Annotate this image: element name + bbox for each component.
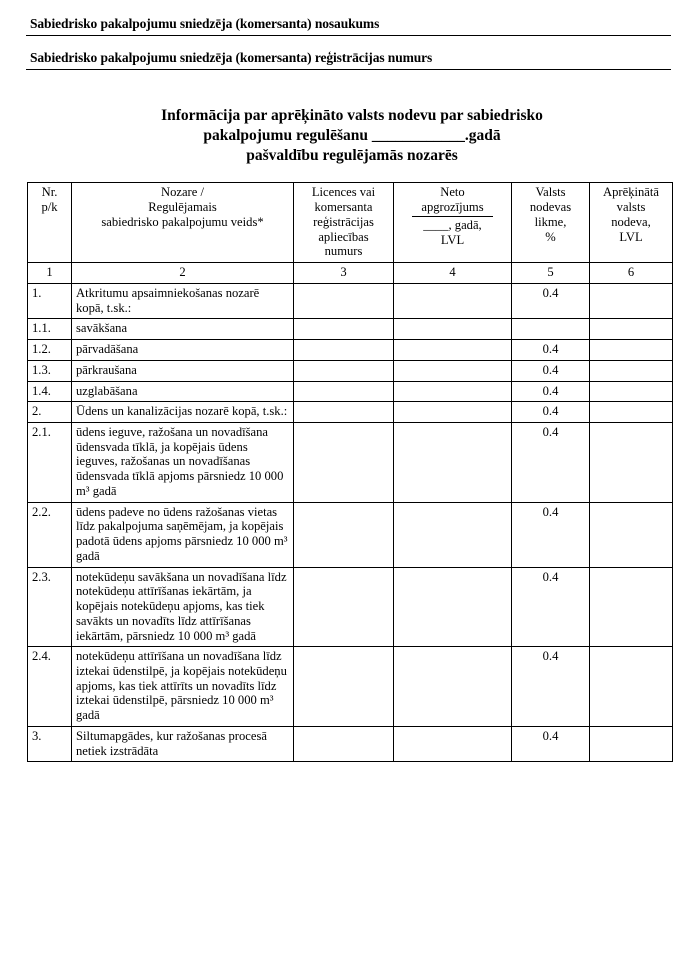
cell-nr: 1.3. (28, 360, 72, 381)
cell-licence (294, 283, 394, 318)
col-header-neto-l2: apgrozījums (421, 200, 484, 215)
cell-likme: 0.4 (512, 502, 590, 567)
cell-nr: 2.3. (28, 567, 72, 647)
cell-licence (294, 402, 394, 423)
cell-licence (294, 647, 394, 727)
col-header-neto-l1: Neto (440, 185, 465, 200)
table-row (28, 402, 673, 423)
cell-nodeva (590, 567, 673, 647)
header-line-reg-number: Sabiedrisko pakalpojumu sniedzēja (komersanta) reģistrācijas numurs (30, 50, 433, 65)
cell-likme: 0.4 (512, 567, 590, 647)
cell-nozare: ūdens padeve no ūdens ražošanas vietas līdz pakalpojuma saņēmējam, ja kopējais padotā ūdens apjoms pārsniedz 10 000 m³ gadā (72, 502, 294, 567)
col-header-licence-l2: komersanta (314, 200, 373, 215)
header-block-regnum (26, 50, 678, 70)
col-number-3: 3 (294, 263, 394, 284)
col-header-neto-l3: ____, gadā, (412, 216, 493, 233)
page-title-line-2: pakalpojumu regulēšanu ____________.gadā (203, 127, 501, 145)
table-header-row (28, 183, 673, 263)
cell-nr: 1.1. (28, 319, 72, 340)
table-row (28, 726, 673, 761)
cell-nodeva (590, 381, 673, 402)
table-column-number-row (28, 263, 673, 284)
cell-likme: 0.4 (512, 422, 590, 502)
col-header-nozare (72, 183, 294, 263)
col-header-likme-l1: Valsts (535, 185, 566, 200)
page-title-line-3: pašvaldību regulējamās nozarēs (246, 147, 458, 165)
header-line-company-name: Sabiedrisko pakalpojumu sniedzēja (komersanta) nosaukums (30, 16, 380, 31)
cell-nr: 2.4. (28, 647, 72, 727)
col-header-likme-l2: nodevas (529, 200, 572, 215)
cell-nr: 2. (28, 402, 72, 423)
col-header-nr (28, 183, 72, 263)
table-body (28, 283, 673, 762)
cell-nodeva (590, 647, 673, 727)
cell-nr: 1. (28, 283, 72, 318)
cell-nr: 1.4. (28, 381, 72, 402)
cell-nozare: ūdens ieguve, ražošana un novadīšana ūdensvada tīklā, ja kopējais ūdens ieguves, ražošanas un novadīšanas ūdensvada tīklā apjoms pārsniedz 10 000 m³ gadā (72, 422, 294, 502)
col-header-nodeva-l1: Aprēķinātā (603, 185, 659, 200)
table-row (28, 422, 673, 502)
cell-nodeva (590, 319, 673, 340)
col-header-nodeva (590, 183, 673, 263)
col-header-likme (512, 183, 590, 263)
cell-nodeva (590, 422, 673, 502)
cell-nodeva (590, 726, 673, 761)
col-header-likme-l3: likme, (534, 214, 567, 229)
cell-nodeva (590, 360, 673, 381)
cell-likme: 0.4 (512, 647, 590, 727)
cell-nozare: pārvadāšana (72, 340, 294, 361)
cell-nozare: Ūdens un kanalizācijas nozarē kopā, t.sk.: (72, 402, 294, 423)
table-row (28, 567, 673, 647)
col-number-1: 1 (28, 263, 72, 284)
table-row (28, 647, 673, 727)
cell-likme: 0.4 (512, 340, 590, 361)
cell-nozare: Siltumapgādes, kur ražošanas procesā netiek izstrādāta (72, 726, 294, 761)
cell-licence (294, 502, 394, 567)
cell-neto (394, 567, 512, 647)
cell-nodeva (590, 340, 673, 361)
col-header-licence (294, 183, 394, 263)
cell-likme (512, 319, 590, 340)
cell-nr: 3. (28, 726, 72, 761)
table-row (28, 360, 673, 381)
col-header-nodeva-l2: valsts (616, 200, 646, 215)
col-number-4: 4 (394, 263, 512, 284)
col-header-neto (394, 183, 512, 263)
col-header-nr-l1: Nr. (41, 185, 58, 200)
header-rule-2 (26, 69, 671, 70)
col-header-licence-l3: reģistrācijas (313, 214, 374, 229)
page-title (52, 106, 652, 166)
page-title-line-1: Informācija par aprēķināto valsts nodevu par sabiedrisko (161, 107, 543, 124)
fee-table (27, 182, 673, 762)
cell-licence (294, 726, 394, 761)
cell-neto (394, 319, 512, 340)
col-header-licence-l4: apliecības (318, 229, 369, 244)
cell-nozare: Atkritumu apsaimniekošanas nozarē kopā, t.sk.: (72, 283, 294, 318)
cell-neto (394, 381, 512, 402)
col-header-nodeva-l4: LVL (619, 229, 643, 244)
cell-nr: 2.2. (28, 502, 72, 567)
cell-nozare: pārkraušana (72, 360, 294, 381)
cell-nodeva (590, 502, 673, 567)
cell-licence (294, 360, 394, 381)
table-row (28, 502, 673, 567)
cell-nozare: notekūdeņu attīrīšana un novadīšana līdz iztekai ūdenstilpē, ja kopējais notekūdeņu apjoms, kas tiek attīrīts un novadīts līdz iztekai ūdenstilpē, pārsniedz 10 000 m³ gadā (72, 647, 294, 727)
cell-licence (294, 422, 394, 502)
cell-nozare: savākšana (72, 319, 294, 340)
header-block-name (26, 16, 678, 36)
cell-likme: 0.4 (512, 381, 590, 402)
cell-likme: 0.4 (512, 402, 590, 423)
cell-neto (394, 283, 512, 318)
cell-neto (394, 502, 512, 567)
col-header-nozare-l3: sabiedrisko pakalpojumu veids* (101, 214, 264, 229)
cell-likme: 0.4 (512, 360, 590, 381)
cell-likme: 0.4 (512, 726, 590, 761)
cell-neto (394, 340, 512, 361)
col-header-nozare-l2: Regulējamais (148, 200, 217, 215)
col-header-nodeva-l3: nodeva, (611, 214, 651, 229)
col-header-likme-l4: % (545, 229, 556, 244)
cell-nr: 1.2. (28, 340, 72, 361)
cell-licence (294, 381, 394, 402)
col-number-5: 5 (512, 263, 590, 284)
cell-nodeva (590, 283, 673, 318)
table-row (28, 319, 673, 340)
cell-neto (394, 422, 512, 502)
cell-licence (294, 340, 394, 361)
col-number-2: 2 (72, 263, 294, 284)
table-row (28, 340, 673, 361)
cell-nodeva (590, 402, 673, 423)
cell-nozare: notekūdeņu savākšana un novadīšana līdz notekūdeņu attīrīšanas iekārtām, ja kopējais notekūdeņu apjoms, kas tiek savākts un novadīts līdz attīrīšanas iekārtām, pārsniedz 10 000 m³ gadā (72, 567, 294, 647)
cell-licence (294, 567, 394, 647)
col-header-licence-l5: numurs (324, 244, 363, 259)
cell-neto (394, 647, 512, 727)
header-rule-1 (26, 35, 671, 36)
col-header-neto-l4: LVL (440, 232, 465, 247)
cell-neto (394, 402, 512, 423)
col-header-nozare-l1: Nozare / (160, 185, 204, 200)
col-header-nr-l2: p/k (41, 200, 58, 215)
table-row (28, 381, 673, 402)
cell-neto (394, 360, 512, 381)
cell-neto (394, 726, 512, 761)
cell-nr: 2.1. (28, 422, 72, 502)
col-number-6: 6 (590, 263, 673, 284)
table-row (28, 283, 673, 318)
col-header-licence-l1: Licences vai (311, 185, 376, 200)
cell-nozare: uzglabāšana (72, 381, 294, 402)
cell-likme: 0.4 (512, 283, 590, 318)
cell-licence (294, 319, 394, 340)
